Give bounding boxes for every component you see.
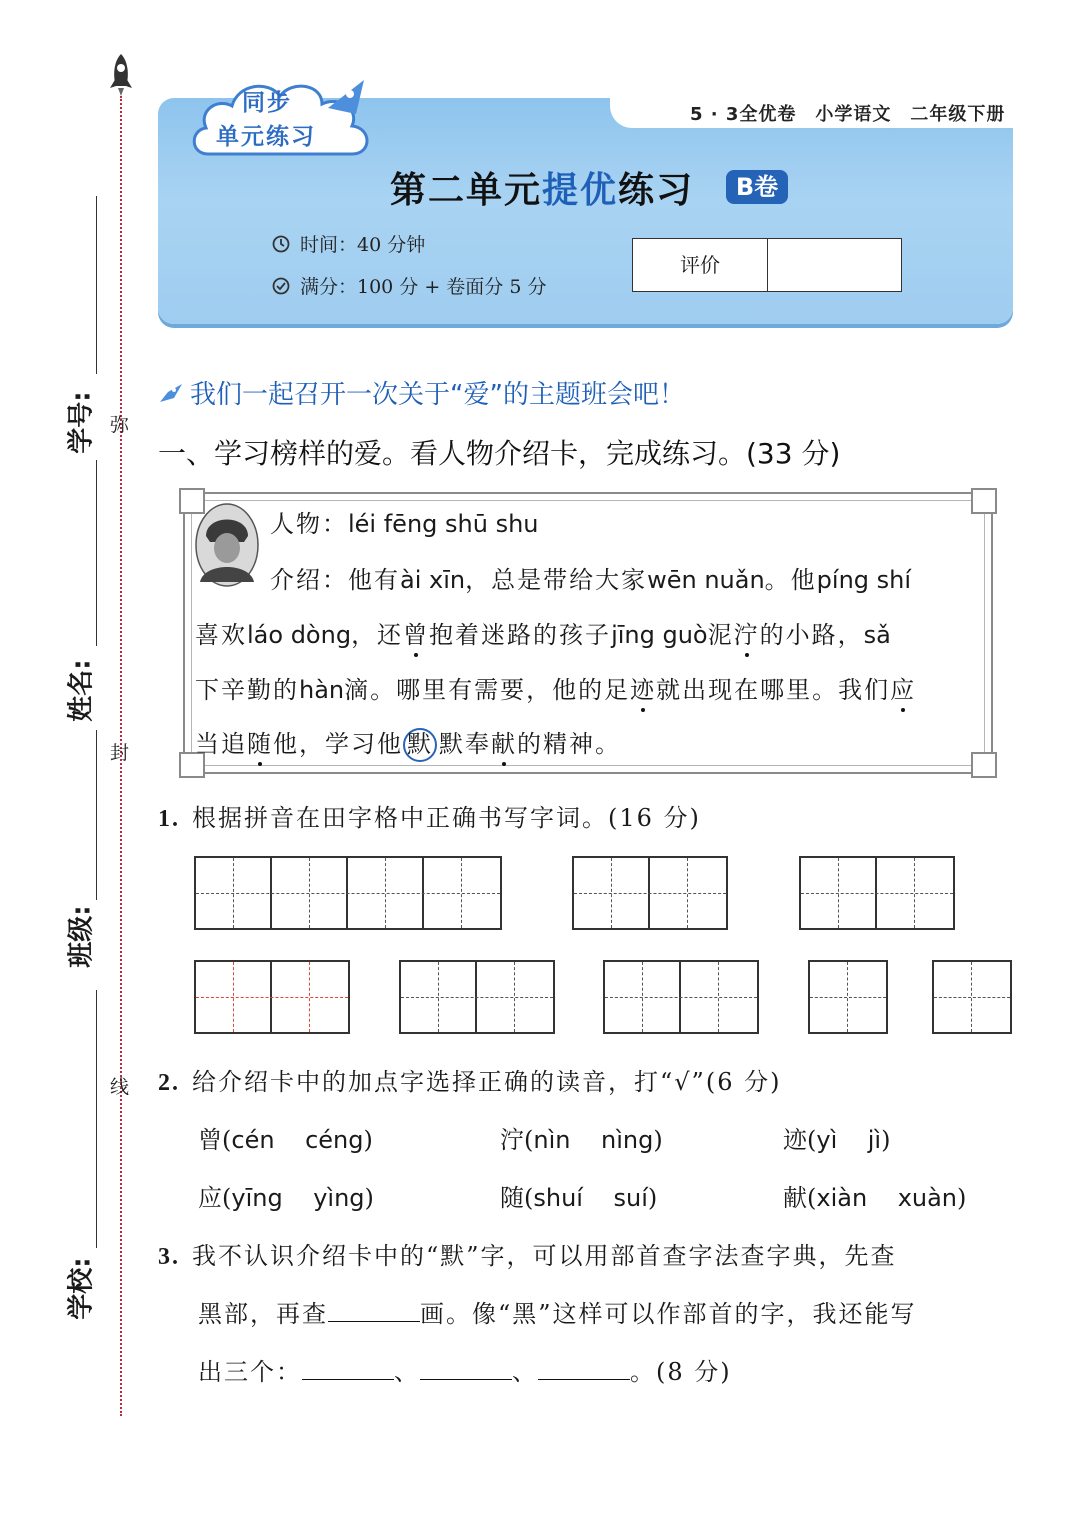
dotted-char-ning: 泞	[733, 621, 760, 649]
school-label: 学校:	[66, 1257, 97, 1320]
reading-a[interactable]: yì	[816, 1126, 838, 1154]
dotted-char-xian: 献	[491, 730, 517, 758]
question-1	[158, 798, 701, 833]
school-line[interactable]	[96, 990, 97, 1248]
option-char: 曾	[198, 1126, 222, 1154]
card-text: 他，学习他	[273, 730, 403, 758]
radical-blank-3[interactable]	[538, 1355, 630, 1380]
pinyin-ai-xin: ài xīn	[400, 566, 466, 594]
reading-b[interactable]: jì	[867, 1126, 882, 1154]
reading-b[interactable]: nìng	[600, 1126, 654, 1154]
question-text: 我不认识介绍卡中的“默”字，可以用部首查字法查字典，先查	[192, 1242, 897, 1270]
question-text: 画。像“黑”这样可以作部首的字，我还能写	[420, 1300, 917, 1328]
option-ning[interactable]: 泞(nìn nìng)	[500, 1126, 663, 1154]
reading-a[interactable]: nìn	[533, 1126, 571, 1154]
theme-line	[158, 374, 685, 411]
question-text: 出三个：	[198, 1358, 302, 1386]
seal-char-feng: 封	[110, 742, 130, 764]
question-number: 1.	[158, 806, 180, 832]
tian-grid-2[interactable]	[194, 960, 350, 1034]
question-number: 2.	[158, 1070, 180, 1096]
option-ying[interactable]: 应(yīng yìng)	[198, 1184, 374, 1212]
lei-feng-portrait	[194, 502, 260, 588]
time-text: 时间：40 分钟	[300, 234, 426, 256]
tian-grid-2[interactable]	[572, 856, 728, 930]
option-char: 迹	[783, 1126, 807, 1154]
reading-b[interactable]: céng	[305, 1126, 364, 1154]
reading-b[interactable]: suí	[613, 1184, 648, 1212]
card-text: 的小路，	[759, 621, 864, 649]
person-pinyin: léi fēng shū shu	[348, 510, 539, 538]
card-text: 滴。哪里有需要，他的足	[344, 676, 631, 704]
question-2	[158, 1062, 781, 1097]
question-3-line2	[198, 1294, 917, 1329]
tian-grid-2[interactable]	[399, 960, 555, 1034]
card-line-5	[195, 724, 621, 762]
tian-grid-1[interactable]	[932, 960, 1012, 1034]
name-label: 姓名:	[66, 659, 97, 722]
seal-char-xian: 线	[110, 1076, 130, 1098]
evaluation-input[interactable]	[768, 239, 901, 291]
dotted-char-sui: 随	[247, 730, 273, 758]
card-text: 抱着迷路的孩子	[429, 621, 612, 649]
intro-label: 介绍：	[270, 566, 348, 594]
series-label: 5 · 3全优卷 小学语文 二年级下册	[690, 104, 1006, 125]
page-title	[390, 162, 694, 213]
question-3	[158, 1236, 897, 1271]
tian-grid-2[interactable]	[603, 960, 759, 1034]
card-corner	[971, 752, 997, 778]
student-id-label: 学号:	[66, 391, 97, 454]
theme-text: 我们一起召开一次关于“爱”的主题班会吧！	[190, 380, 685, 410]
card-line-2	[270, 560, 911, 595]
tian-grid-2[interactable]	[799, 856, 955, 930]
question-number: 3.	[158, 1244, 180, 1270]
reading-a[interactable]: cén	[231, 1126, 275, 1154]
cloud-line1: 同步	[242, 90, 292, 116]
card-text: ，总是带给大家	[465, 566, 648, 594]
card-text: 泥	[707, 621, 734, 649]
tian-grid-4[interactable]	[194, 856, 502, 930]
name-line[interactable]	[96, 460, 97, 646]
pinyin-sa: sǎ	[863, 621, 891, 649]
reading-b[interactable]: yìng	[313, 1184, 365, 1212]
check-circle-icon	[272, 277, 290, 295]
question-text: 。(8 分)	[630, 1358, 732, 1386]
paper-badge: B卷	[726, 170, 788, 204]
card-text: 的精神。	[517, 730, 621, 758]
card-text: 就出现在哪里。我们	[656, 676, 891, 704]
reading-a[interactable]: shuí	[533, 1184, 583, 1212]
option-char: 应	[198, 1184, 222, 1212]
student-id-field[interactable]	[56, 190, 104, 454]
reading-b[interactable]: xuàn	[897, 1184, 958, 1212]
dotted-char-ceng: 曾	[403, 621, 430, 649]
pinyin-wen-nuan: wēn nuǎn	[647, 566, 765, 594]
card-text: ，还	[351, 621, 404, 649]
reading-a[interactable]: xiàn	[816, 1184, 868, 1212]
card-text: 。他	[764, 566, 817, 594]
class-field[interactable]	[56, 730, 104, 990]
person-label: 人物：	[270, 510, 348, 538]
evaluation-label: 评价	[633, 239, 768, 291]
question-text: 黑部，再查	[198, 1300, 328, 1328]
card-line-1	[270, 504, 539, 539]
class-label: 班级:	[66, 905, 97, 968]
card-line-3	[195, 615, 891, 650]
question-text: 根据拼音在田字格中正确书写字词。(16 分)	[192, 804, 701, 832]
option-sui[interactable]: 随(shuí suí)	[500, 1184, 658, 1212]
option-char: 献	[783, 1184, 807, 1212]
separator: 、	[394, 1358, 420, 1386]
title-suffix: 练习	[618, 170, 695, 211]
pinyin-ping-shi: píng shí	[816, 566, 912, 594]
time-info	[272, 230, 425, 257]
title-highlight: 提优	[542, 170, 619, 211]
option-ji[interactable]: 迹(yì jì)	[783, 1126, 891, 1154]
card-corner	[971, 488, 997, 514]
option-char: 随	[500, 1184, 524, 1212]
option-ceng[interactable]: 曾(cén céng)	[198, 1126, 373, 1154]
card-text: 默奉	[439, 730, 491, 758]
rocket-icon	[105, 52, 137, 98]
student-id-line[interactable]	[96, 196, 97, 374]
pinyin-han: hàn	[299, 676, 345, 704]
card-text: 下辛勤的	[195, 676, 299, 704]
reading-a[interactable]: yīng	[231, 1184, 283, 1212]
question-3-line3	[198, 1352, 732, 1387]
pinyin-lao-dong: láo dòng	[247, 621, 352, 649]
radical-blank-1[interactable]	[302, 1355, 394, 1380]
card-line-4	[195, 670, 916, 705]
option-xian[interactable]: 献(xiàn xuàn)	[783, 1184, 967, 1212]
section-1-title: 一、学习榜样的爱。看人物介绍卡，完成练习。(33 分)	[158, 437, 841, 470]
pinyin-jing-guo: jīng guò	[611, 621, 708, 649]
radical-blank-2[interactable]	[420, 1355, 512, 1380]
name-field[interactable]	[56, 460, 104, 730]
card-text: 他有	[348, 566, 400, 594]
full-score-text: 满分：100 分 + 卷面分 5 分	[300, 276, 547, 298]
card-text: 当追	[195, 730, 247, 758]
stroke-count-blank[interactable]	[328, 1297, 420, 1322]
option-char: 泞	[500, 1126, 524, 1154]
cloud-line2: 单元练习	[216, 124, 316, 150]
clock-icon	[272, 235, 290, 253]
dotted-char-ji: 迹	[630, 676, 657, 704]
rocket-small-icon	[158, 382, 184, 404]
seal-char-mi: 弥	[110, 414, 130, 436]
dotted-char-ying: 应	[890, 676, 917, 704]
question-text: 给介绍卡中的加点字选择正确的读音，打“√”(6 分)	[192, 1068, 782, 1096]
school-field[interactable]	[56, 990, 104, 1320]
title-prefix: 第二单元	[390, 170, 543, 211]
card-text: 喜欢	[195, 621, 247, 649]
circled-char-mo: 默	[403, 728, 437, 762]
score-info	[272, 272, 546, 299]
evaluation-box[interactable]	[632, 238, 902, 292]
separator: 、	[512, 1358, 538, 1386]
class-line[interactable]	[96, 730, 97, 900]
tian-grid-1[interactable]	[808, 960, 888, 1034]
